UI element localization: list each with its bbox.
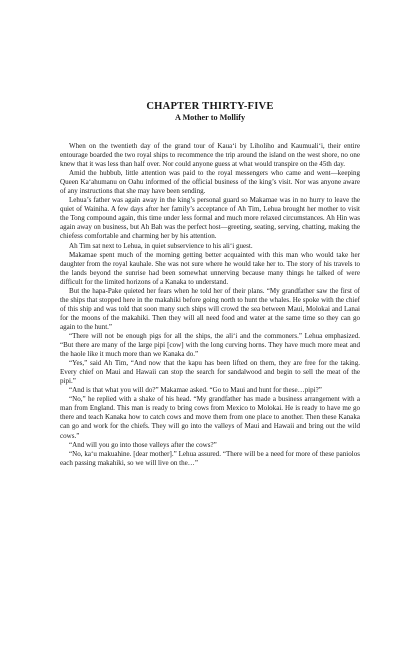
paragraph: When on the twentieth day of the grand tour of Kaua‘i by Liholiho and Kaumuali‘i, their entire entourage boarded the two royal ships to recommence the trip around the island on the west shore, no one knew that it was less than half over. Nor could anyone guess at what would transpire on the 45th day. bbox=[60, 142, 360, 169]
paragraph: “No, ka‘u makuahine. [dear mother].” Lehua assured. “There will be a need for more of these paniolos each passing makahiki, so we will live on the…” bbox=[60, 449, 360, 467]
paragraph: Ah Tim sat next to Lehua, in quiet subservience to his ali‘i guest. bbox=[69, 241, 253, 250]
paragraph: Amid the hubbub, little attention was paid to the royal messengers who came and went—keeping Queen Ka‘ahumanu on Oahu informed of the official business of the king’s visit. Nor was anyone aware of any instructions that she may have been sending. bbox=[60, 169, 360, 196]
chapter-body bbox=[60, 142, 360, 468]
chapter-title: CHAPTER THIRTY-FIVE bbox=[146, 101, 274, 112]
paragraph: Makamae spent much of the morning getting better acquainted with this man who would take her daughter from the royal kauhale. She was not sure where he would take her to. The story of his travels to the lands beyond the sunrise had been somewhat unnerving because many things he talked of were difficult for the limited horizons of a Kanaka to understand. bbox=[60, 250, 360, 286]
paragraph: But the hapa-Pake quieted her fears when he told her of their plans. “My grandfather saw the first of the ships that stopped here in the makahiki before going north to hunt the whales. He spoke with the chief of this ship and was told that soon many such ships will crowd the sea between Maui, Molokai and Lanai for the moons of the makahiki. Then they will all need food and water at the same time so they can go again to the hunt.” bbox=[60, 286, 360, 331]
chapter-subtitle: A Mother to Mollify bbox=[174, 113, 246, 122]
book-page bbox=[0, 101, 420, 645]
paragraph: “And will you go into those valleys after the cows?” bbox=[69, 440, 217, 449]
paragraph: “And is that what you will do?” Makamae asked. “Go to Maui and hunt for these…pipi?” bbox=[69, 386, 322, 395]
paragraph: “There will not be enough pigs for all the ships, the ali‘i and the commoners.” Lehua emphasized. “But there are many of the large pipi [cow] with the long curving horns. They have much more meat and the haole like it much more than we Kanaka do.” bbox=[60, 331, 360, 359]
paragraph: Lehua’s father was again away in the king’s personal guard so Makamae was in no hurry to leave the quiet of Wainiha. A few days after her family’s acceptance of Ah Tim, Lehua brought her mother to visit the Tong compound again, this time under less formal and much more relaxed circumstances. Ah Hin was again away on business, but Ah Bah was the perfect host—greeting, seating, serving, chatting, making the chiefess comfortable and charming her by his attention. bbox=[60, 196, 360, 241]
paragraph: “Yes,” said Ah Tim, “And now that the kapu has been lifted on them, they are free for the taking. Every chief on Maui and Hawaii can stop the search for sandalwood and begin to sell the meat of the pipi.” bbox=[60, 359, 360, 386]
paragraph: “No,” he replied with a shake of his head. “My grandfather has made a business arrangement with a man from England. This man is ready to bring cows from Mexico to Molokai. He is ready to have me go there and teach Kanaka how to catch cows and move them from one place to another. Then these Kanaka can go and work for the chiefs. They will go into the valleys of Maui and Hawaii and bring out the wild cows.” bbox=[60, 395, 360, 440]
